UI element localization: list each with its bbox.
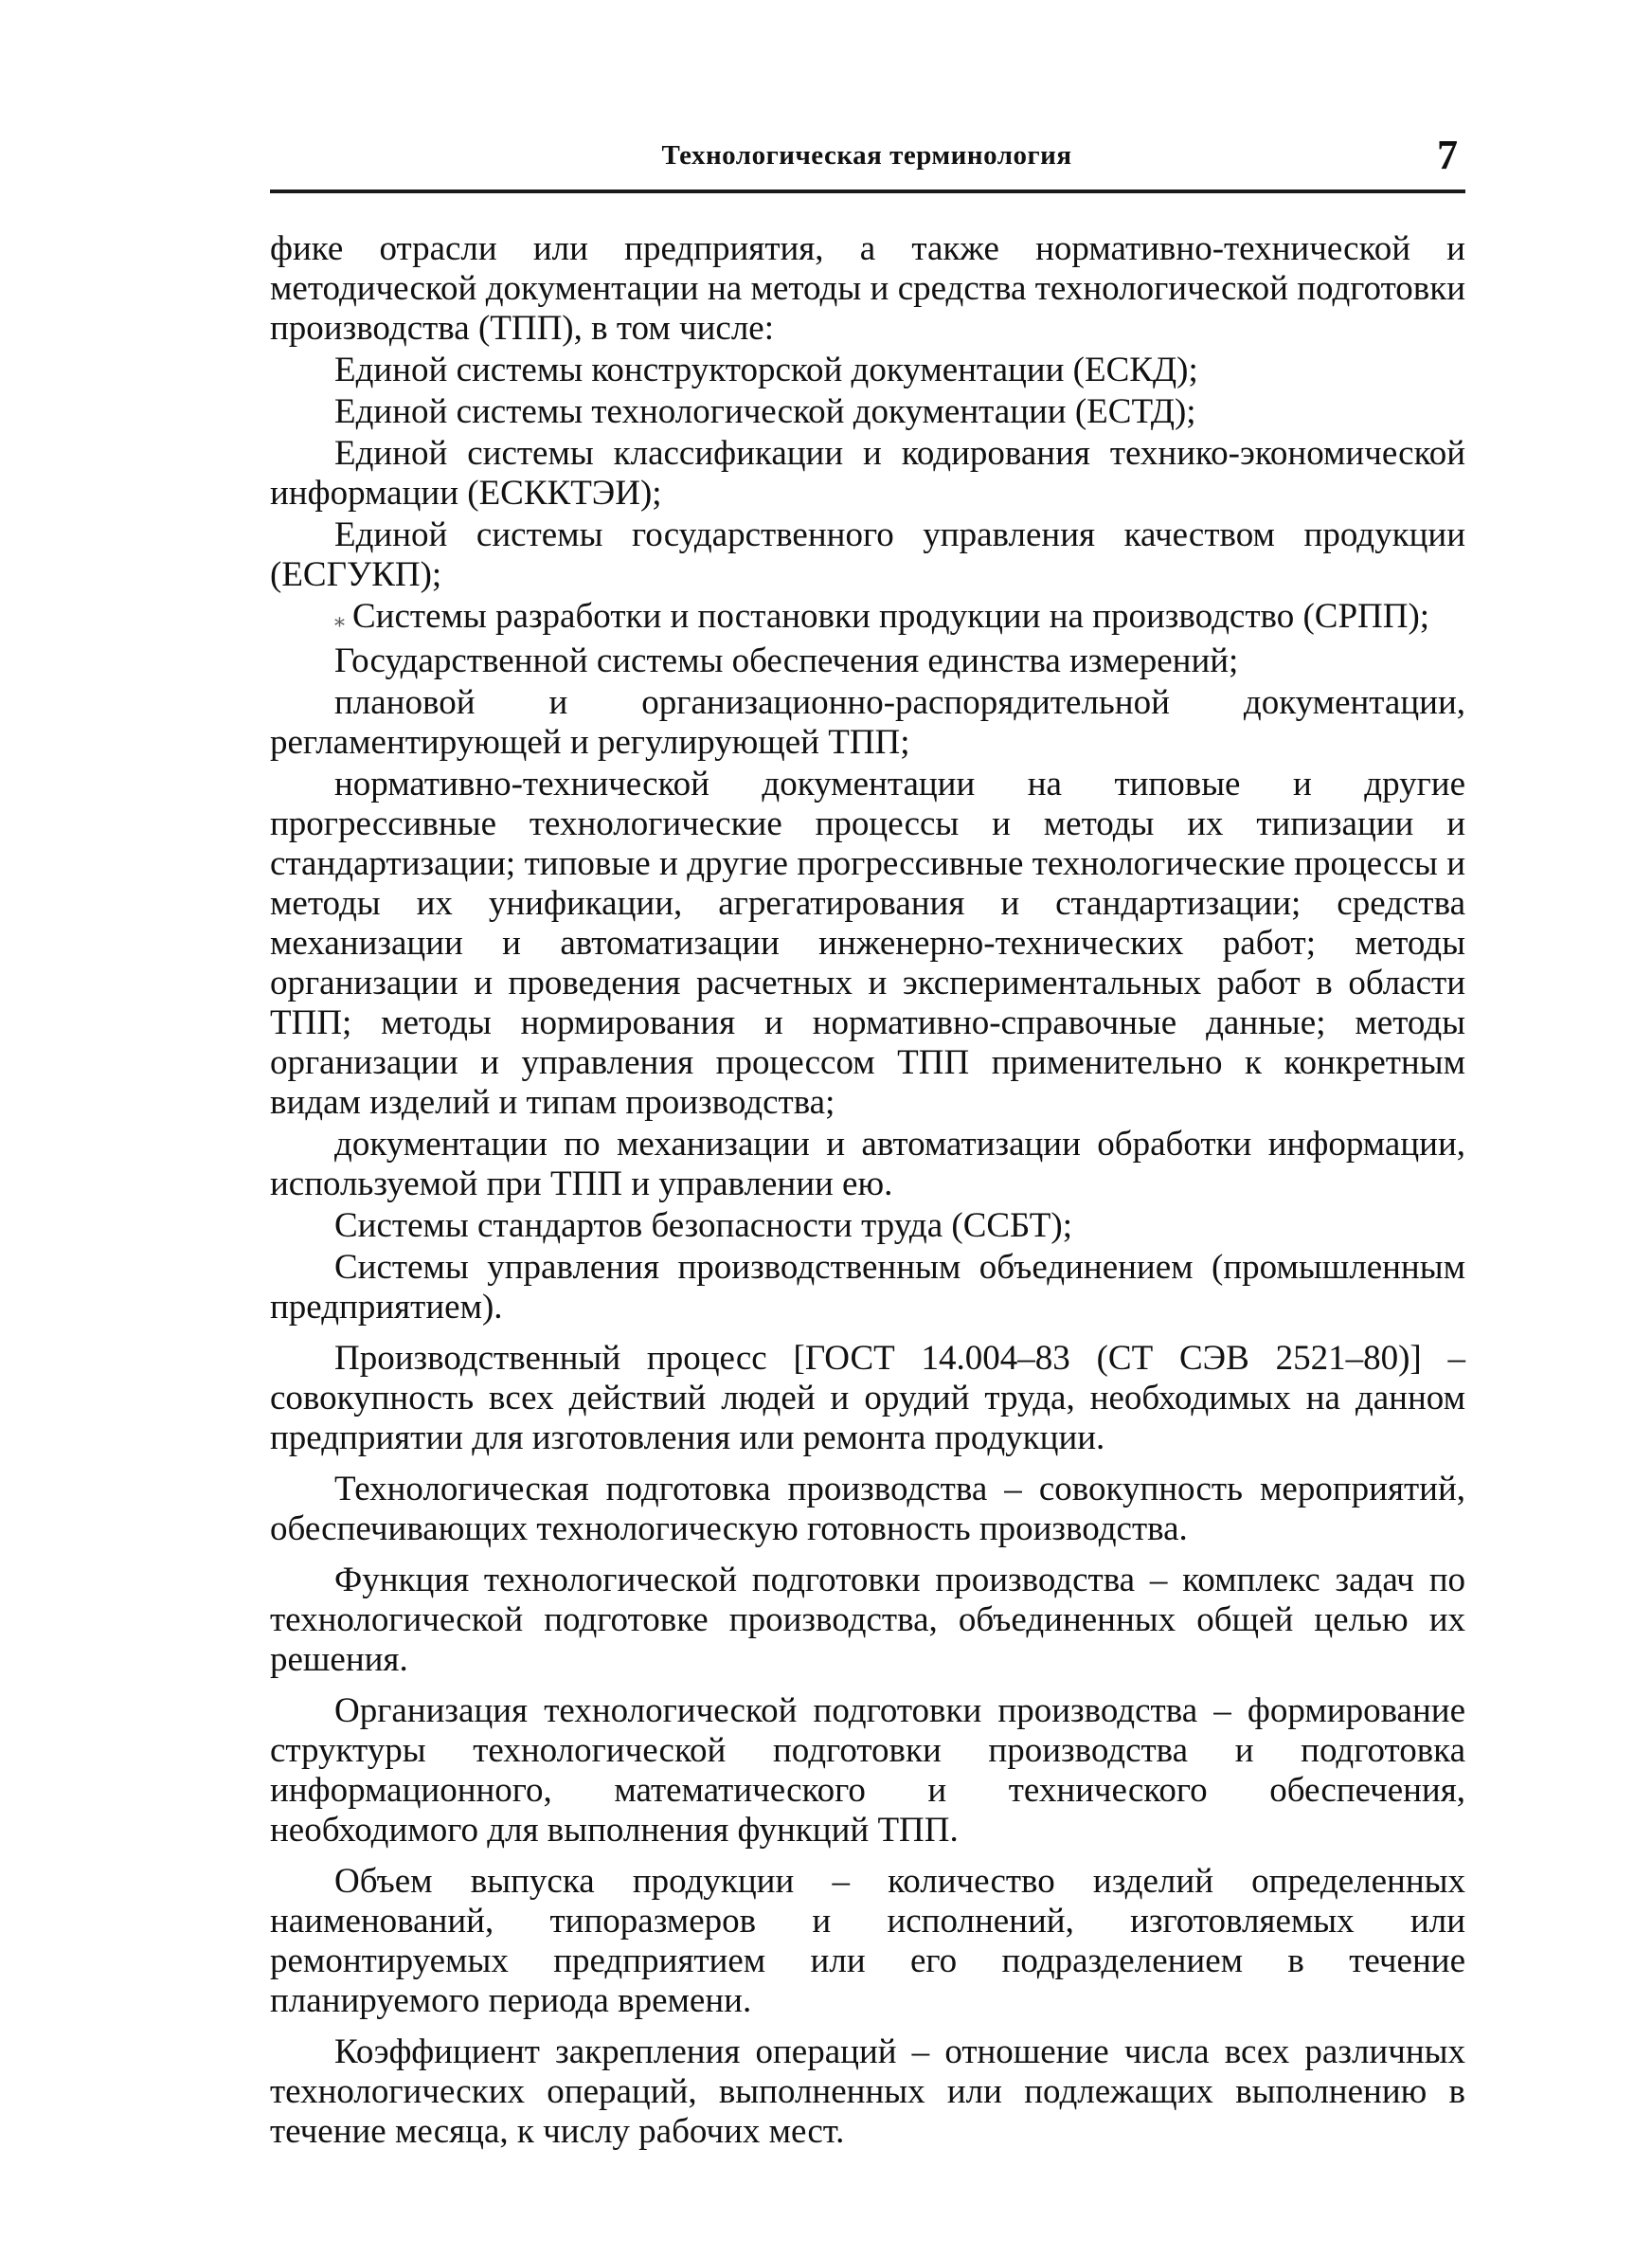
paragraph: плановой и организационно-распорядительной документации, регламентирующей и регулирующей ТПП; <box>270 682 1465 762</box>
term-definition: Организация технологической подготовки производства – формирование структуры технологической подготовки производства и подготовка информационного, математического и технического обеспечения, необходимого для выполнения функций ТПП. <box>270 1690 1465 1850</box>
paragraph: документации по механизации и автоматизации обработки информации, используемой при ТПП и управлении ею. <box>270 1124 1465 1203</box>
paragraph: ⁎ Системы разработки и постановки продукции на производство (СРПП); <box>334 597 1430 636</box>
paragraph: Государственной системы обеспечения единства измерений; <box>334 641 1239 680</box>
header-rule <box>270 190 1465 193</box>
paragraph: нормативно-технической документации на типовые и другие прогрессивные технологические процессы и методы их типизации и стандартизации; типовые и другие прогрессивные технологические процессы и методы их унификации, агрегатирования и стандартизации; средства механизации и автоматизации инженерно-технических работ; методы организации и проведения расчетных и экспериментальных работ в области ТПП; методы нормирования и нормативно-справочные данные; методы организации и управления процессом ТПП применительно к конкретным видам изделий и типам производства; <box>270 764 1465 1122</box>
running-head <box>270 131 1463 188</box>
term-definition: Производственный процесс [ГОСТ 14.004–83 (СТ СЭВ 2521–80)] – совокупность всех действий людей и орудий труда, необходимых на данном предприятии для изготовления или ремонта продукции. <box>270 1338 1465 1457</box>
term-definition: Функция технологической подготовки производства – комплекс задач по технологической подготовке производства, объединенных общей целью их решения. <box>270 1560 1465 1679</box>
scan-mark: ⁎ <box>334 606 345 631</box>
term-definition: Технологическая подготовка производства – совокупность мероприятий, обеспечивающих технологическую готовность производства. <box>270 1469 1465 1548</box>
paragraph: фике отрасли или предприятия, а также нормативно-технической и методической документации на методы и средства технологической подготовки производства (ТПП), в том числе: <box>270 229 1465 348</box>
body-text <box>270 229 1465 2154</box>
paragraph: Системы управления производственным объединением (промышленным предприятием). <box>270 1247 1465 1327</box>
paragraph: Единой системы конструкторской документации (ЕСКД); <box>334 351 1198 389</box>
paragraph: Единой системы государственного управления качеством продукции (ЕСГУКП); <box>270 515 1465 594</box>
paragraph: Системы стандартов безопасности труда (ССБТ); <box>334 1205 1073 1245</box>
running-title: Технологическая терминология <box>661 140 1072 171</box>
paragraph: Единой системы технологической документации (ЕСТД); <box>334 392 1196 431</box>
page-number: 7 <box>1437 132 1458 178</box>
paragraph: Единой системы классификации и кодирования технико-экономической информации (ЕСККТЭИ); <box>270 434 1465 513</box>
term-definition: Коэффициент закрепления операций – отношение числа всех различных технологических операций, выполненных или подлежащих выполнению в течение месяца, к числу рабочих мест. <box>270 2031 1465 2151</box>
term-definition: Объем выпуска продукции – количество изделий определенных наименований, типоразмеров и исполнений, изготовляемых или ремонтируемых предприятием или его подразделением в течение планируемого периода времени. <box>270 1861 1465 2020</box>
